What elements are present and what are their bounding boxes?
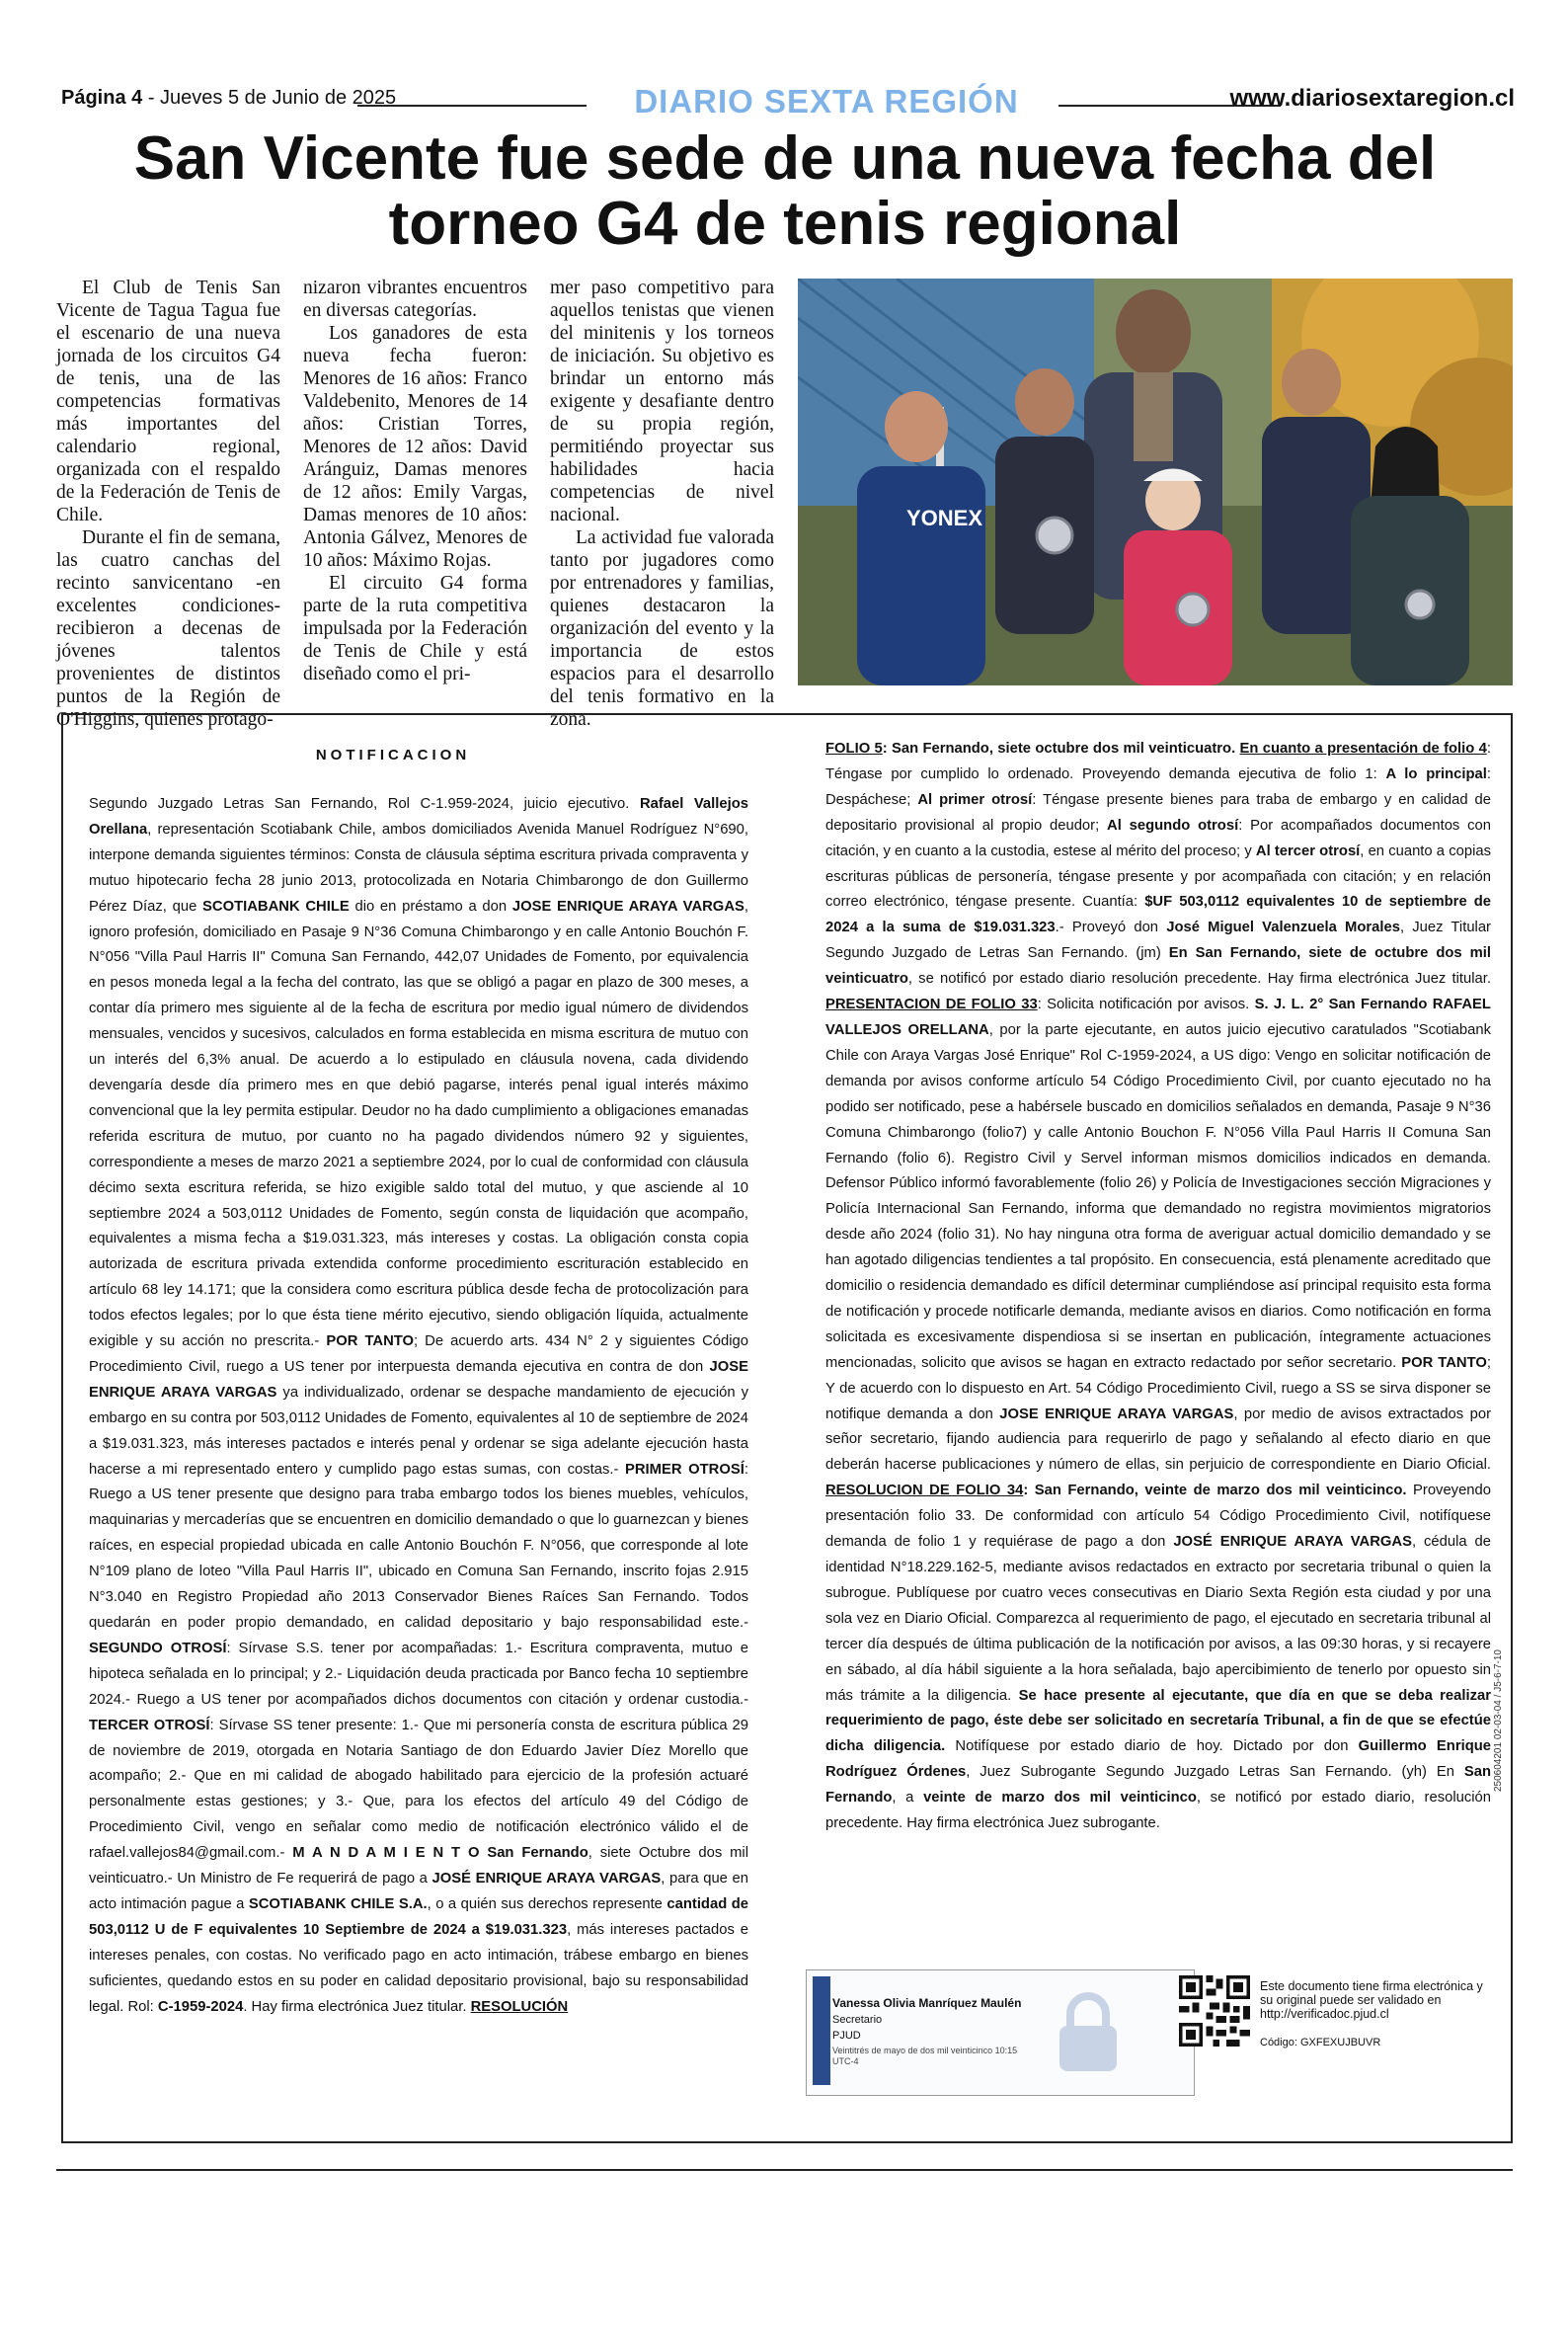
pjud-logo	[813, 1976, 830, 2085]
article-column-3	[550, 277, 774, 731]
notice-right-column: FOLIO 5: San Fernando, siete octubre dos mil veinticuatro. En cuanto a presentación de folio 4: Téngase por cumplido lo ordenado. Proveyendo demanda ejecutiva de folio 1: A lo principal: Despáchese; Al primer otrosí: Téngase presente bienes para traba de embargo y en calidad de depositario provisional al propio deudor; Al segundo otrosí: Por acompañados documentos con citación, y en cuanto a la custodia, estese al mérito del proceso; y Al tercer otrosí, en cuanto a copias escrituras públicas de personería, téngase presente y por acompañada con citación; y en relación correo electrónico, téngase presente. Cuantía: $UF 503,0112 equivalentes 10 de septiembre de 2024 a la suma de $19.031.323.- Proveyó don José Miguel Valenzuela Morales, Juez Titular Segundo Juzgado de Letras San Fernando. (jm) En San Fernando, siete de octubre dos mil veinticuatro, se notificó por estado diario resolución precedente. Hay firma electrónica Juez titular. PRESENTACION DE FOLIO 33: Solicita notificación por avisos. S. J. L. 2° San Fernando RAFAEL VALLEJOS ORELLANA, por la parte ejecutante, en autos juicio ejecutivo caratulados "Scotiabank Chile con Araya Vargas José Enrique" Rol C-1959-2024, a US digo: Vengo en solicitar notificación de demanda por avisos conforme artículo 54 Código Procedimiento Civil, por cuanto ejecutado no ha podido ser notificado, pese a habérsele buscado en domicilios señalados en demanda, Pasaje 9 N°36 Comuna Chimbarongo (folio7) y calle Antonio Bouchon F. N°056 Villa Paul Harris II Comuna San Fernando (folio 6). Registro Civil y Servel informan mismos domicilios indicados en demanda. Defensor Público informó favorablemente (folio 26) y Policía de Investigaciones sección Migraciones y Policía Internacional San Fernando, informa que demandado no registra movimientos migratorios desde año 2024 (folio 31). No hay ninguna otra forma de averiguar actual domicilio demandado y se han agotado diligencias tendientes a tal propósito. En consecuencia, está plenamente acreditado que domicilio o residencia demandado es difícil determinar cumpliéndose así principal requisito esta forma de notificación y procede notificarle demanda, mediante avisos en diarios. Como notificación en forma solicitada es excesivamente dispendiosa si se insertan en publicación, íntegramente actuaciones mencionadas, solicito que avisos se hagan en extracto redactado por señor secretario. POR TANTO; Y de acuerdo con lo dispuesto en Art. 54 Código Procedimiento Civil, ruego a SS se sirva disponer se notifique demanda a don JOSE ENRIQUE ARAYA VARGAS, por medio de avisos extractados por señor secretario, fijando audiencia para requerirlo de pago y señalando al efecto diario en que deberán hacerse publicaciones y número de ellas, sin perjuicio de correspondiente en Diario Oficial. RESOLUCION DE FOLIO 34: San Fernando, veinte de marzo dos mil veinticinco. Proveyendo presentación folio 33. De conformidad con artículo 54 Código Procedimiento Civil, notifíquese demanda de folio 1 y requiérase de pago a don JOSÉ ENRIQUE ARAYA VARGAS, cédula de identidad N°18.229.162-5, mediante avisos redactados en extracto por secretaria tribunal o quien la subrogue. Publíquese por cuatro veces consecutivas en Diario Sexta Región esta ciudad y por una sola vez en Diario Oficial. Comparezca al requerimiento de pago, el ejecutado en secretaria tribunal al tercer día después de última publicación de la notificación por avisos, a las 09:30 horas, y si recayere en sábado, al día hábil siguiente a la hora señalada, bajo apercibimiento de tenerlo por opuesto sin más trámite a la diligencia. Se hace presente al ejecutante, que día en que se deba realizar requerimiento de pago, éste debe ser solicitado en secretaría Tribunal, a fin de que se efectúe dicha diligencia. Notifíquese por estado diario de hoy. Dictado por don Guillermo Enrique Rodríguez Órdenes, Juez Subrogante Segundo Juzgado Letras San Fernando. (yh) En San Fernando, a veinte de marzo dos mil veinticinco, se notificó por estado diario, resolución precedente. Hay firma electrónica Juez subrogante.	[825, 741, 1492, 1832]
verification-text: Este documento tiene firma electrónica y su original puede ser validado en http://verificadoc.pjud.cl	[1260, 1979, 1483, 2021]
paragraph: mer paso competitivo para aquellos tenistas que vienen del minitenis y los torneos de iniciación. Su objetivo es brindar un entorno más exigente y desafiante dentro de su propia región, permitiéndo proyectar sus habilidades hacia competencias de nivel nacional.	[550, 278, 774, 525]
electronic-signature-box	[806, 1969, 1195, 2096]
qr-code-icon	[1179, 1975, 1250, 2047]
notice-title: NOTIFICACION	[315, 747, 471, 763]
paragraph: La actividad fue valorada tanto por jugadores como por entrenadores y familias, quienes destacaron la organización del evento y la importancia de estos espacios para el desarrollo del tenis formativo en la zona.	[550, 527, 774, 730]
article-headline: San Vicente fue sede de una nueva fecha del torneo G4 de tenis regional	[133, 124, 1437, 258]
page-number: Página 4	[61, 87, 143, 109]
legal-notice-box	[61, 713, 1513, 2143]
issue-date: - Jueves 5 de Junio de 2025	[142, 87, 397, 109]
signer-name: Vanessa Olivia Manríquez Maulén	[832, 1996, 1022, 2010]
signer-role: Secretario	[832, 2014, 883, 2026]
paragraph: Durante el fin de semana, las cuatro canchas del recinto sanvicentano -en excelentes condiciones- recibieron a decenas de jóvenes talentos provenientes de distintos puntos de la Región de O'Higgins, quienes protago-	[56, 527, 280, 730]
verification-code: Código: GXFEXUJBUVR	[1260, 2037, 1381, 2048]
publication-code: 250604201 02-03-04 / J5-6-7-10	[1493, 1649, 1504, 1792]
signature-date: Veintitrés de mayo de dos mil veinticinco 10:15 UTC-4	[832, 2046, 1018, 2066]
paragraph: El circuito G4 forma parte de la ruta competitiva impulsada por la Federación de Tenis de Chile y está diseñado como el pri-	[303, 573, 527, 684]
article-column-2	[303, 277, 527, 685]
newspaper-name: DIARIO SEXTA REGIÓN	[634, 83, 1019, 120]
shirt-brand-text: YONEX	[906, 506, 983, 530]
masthead-rule-left	[357, 105, 587, 107]
signer-org: PJUD	[832, 2030, 861, 2042]
paragraph: Los ganadores de esta nueva fecha fueron: Menores de 16 años: Franco Valdebenito, Menores de 14 años: Cristian Torres, Menores de 12 años: David Aránguiz, Damas menores de 12 años: Emily Vargas, Damas menores de 10 años: Antonia Gálvez, Menores de 10 años: Máximo Rojas.	[303, 323, 527, 571]
paragraph: nizaron vibrantes encuentros en diversas categorías.	[303, 278, 527, 321]
notice-left-column: Segundo Juzgado Letras San Fernando, Rol C-1.959-2024, juicio ejecutivo. Rafael Vallejos Orellana, representación Scotiabank Chile, ambos domiciliados Avenida Manuel Rodríguez N°690, interpone demanda siguientes términos: Consta de cláusula séptima escritura privada compraventa y mutuo hipotecario fecha 28 junio 2013, protocolizada en Notaria Chimbarongo de don Guillermo Pérez Díaz, que SCOTIABANK CHILE dio en préstamo a don JOSE ENRIQUE ARAYA VARGAS, ignoro profesión, domiciliado en Pasaje 9 N°36 Comuna Chimbarongo y en calle Antonio Bouchón F. N°056 "Villa Paul Harris II" Comuna San Fernando, 442,07 Unidades de Fomento, por equivalencia en pesos moneda legal a la fecha del contrato, las que se obligó a pagar en plazo de 300 meses, a contar día primero mes siguiente al de la fecha de escritura por medio igual número de dividendos mensuales, vencidos y sucesivos, calculados en forma establecida en misma escritura de mutuo con un interés del 6,3% anual. De acuerdo a lo estipulado en cláusula novena, cada dividendo devengaría desde día primero mes en que debió pagarse, interés penal igual interés máximo convencional que la ley permita estipular. Deudor no ha dado cumplimiento a obligaciones emanadas referida escritura de mutuo, por cuanto no ha pagado dividendos número 92 y siguientes, correspondiente a meses de marzo 2021 a septiembre 2024, por lo cual de conformidad con cláusula décimo sexta escritura referida, se hizo exigible saldo total del mutuo, y que asciende al 10 septiembre 2024 a 503,0112 Unidades de Fomento, según consta de liquidación que acompaño, equivalentes a misma fecha a $19.031.323, más intereses y costas. La obligación consta copia autorizada de escritura privada extendida conforme procedimiento escrituración establecido en artículo 68 ley 14.171; que la considera como escritura pública desde fecha de protocolización para todos efectos legales; por lo que ésta tiene mérito ejecutivo, siendo obligación líquida, actualmente exigible y su acción no prescrita.- POR TANTO; De acuerdo arts. 434 N° 2 y siguientes Código Procedimiento Civil, ruego a US tener por interpuesta demanda ejecutiva en contra de don JOSE ENRIQUE ARAYA VARGAS ya individualizado, ordenar se despache mandamiento de ejecución y embargo en su contra por 503,0112 Unidades de Fomento, equivalentes al 10 de septiembre de 2024 a $19.031.323, más intereses pactados e interés penal y ordenar se siga adelante ejecución hasta hacerse a mi representado entero y cumplido pago estas sumas, con costas.- PRIMER OTROSÍ: Ruego a US tener presente que designo para traba embargo todos los bienes muebles, vehículos, maquinarias y mercaderías que se encuentren en domicilio demandado o que lo guarnezcan y bienes raíces, en especial propiedad ubicada en calle Antonio Bouchón F. N°056, que corresponde al lote N°109 plano de loteo "Villa Paul Harris II", ubicado en Comuna San Fernando, inscrito fojas 2.915 N°3.040 en Registro Propiedad año 2013 Conservador Bienes Raíces San Fernando. Todos quedarán en poder propio demandado, en calidad depositario y bajo responsabilidad este.- SEGUNDO OTROSÍ: Sírvase S.S. tener por acompañadas: 1.- Escritura compraventa, mutuo e hipoteca señalada en lo principal; y 2.- Liquidación deuda practicada por Banco fecha 10 septiembre 2024.- Ruego a US tener por acompañados dichos documentos con citación y ordenar custodia.- TERCER OTROSÍ: Sírvase SS tener presente: 1.- Que mi personería consta de escritura pública 29 de noviembre de 2019, otorgada en Notaria Santiago de don Eduardo Javier Díez Morello que acompaño; 2.- Que en mi calidad de abogado habilitado para ejercicio de la profesión actuaré personalmente estas gestiones; y 3.- Que, para los efectos del artículo 49 del Código de Procedimiento Civil, vengo en señalar como medio de notificación electrónico válido el de rafael.vallejos84@gmail.com.- M A N D A M I E N T O San Fernando, siete Octubre dos mil veinticuatro.- Un Ministro de Fe requerirá de pago a JOSÉ ENRIQUE ARAYA VARGAS, para que en acto intimación pague a SCOTIABANK CHILE S.A., o a quién sus derechos represente cantidad de 503,0112 U de F equivalentes 10 Septiembre de 2024 a $19.031.323, más intereses pactados e intereses penales, con costas. No verificado pago en acto intimación, trábese embargo en bienes suficientes, quedando estos en su poder en calidad depositario provisional, bajo su responsabilidad legal. Rol: C-1959-2024. Hay firma electrónica Juez titular. RESOLUCIÓN	[89, 796, 749, 2015]
lock-icon	[1054, 1990, 1123, 2075]
page-date	[61, 87, 396, 110]
article-column-1	[56, 277, 280, 731]
paragraph: El Club de Tenis San Vicente de Tagua Tagua fue el escenario de una nueva jornada de los circuitos G4 de tenis, una de las competencias formativas más importantes del calendario regional, organizada con el respaldo de la Federación de Tenis de Chile.	[56, 278, 280, 525]
newspaper-url: www.diariosextaregion.cl	[1229, 85, 1515, 112]
page-bottom-rule	[56, 2169, 1513, 2171]
masthead	[61, 83, 1515, 122]
article-photo	[798, 279, 1513, 685]
